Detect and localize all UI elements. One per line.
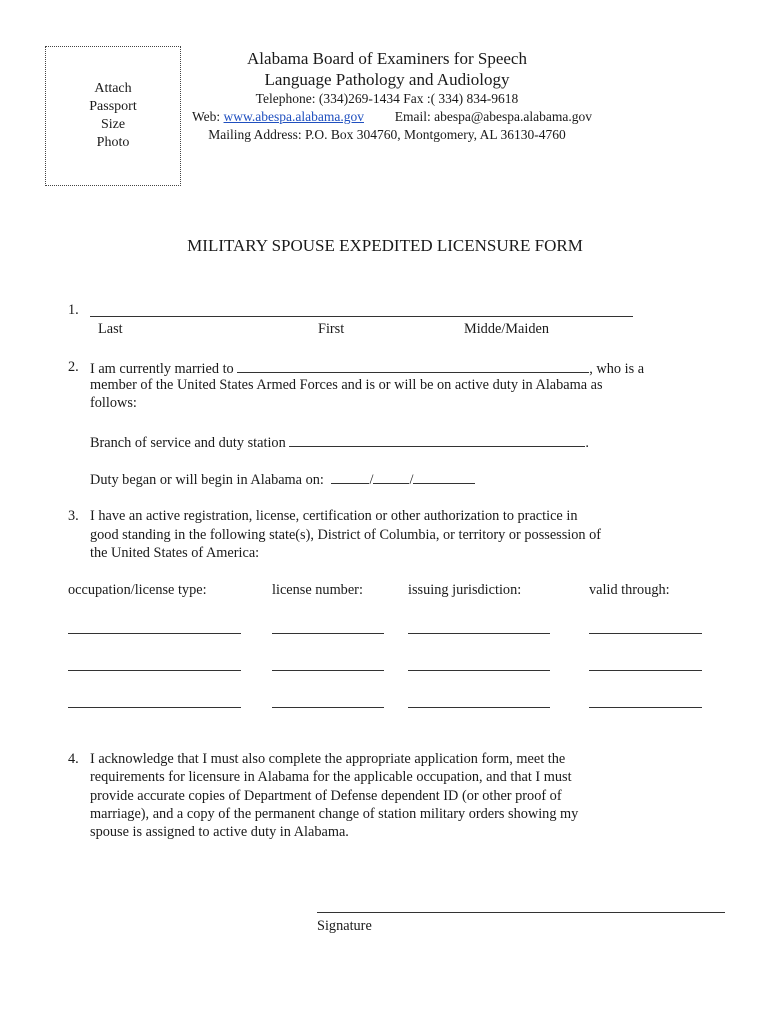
photo-box-line: Attach <box>94 81 132 96</box>
license-number-field[interactable] <box>272 633 384 634</box>
item2-number: 2. <box>68 359 79 375</box>
item4-number: 4. <box>68 751 79 767</box>
signature-field[interactable] <box>317 912 725 913</box>
web-label: Web: <box>192 109 221 124</box>
duty-month-field[interactable] <box>331 469 369 484</box>
photo-box-line: Photo <box>96 135 130 150</box>
name-field[interactable] <box>90 316 633 317</box>
column-header-jurisdiction: issuing jurisdiction: <box>408 582 522 598</box>
date-slash: / <box>369 472 374 488</box>
item3-line2: good standing in the following state(s), District of Columbia, or territory or possession of <box>90 527 602 543</box>
item2-line3: follows: <box>90 395 137 411</box>
header-telephone: Telephone: (334)269-1434 Fax :( 334) 834-9618 <box>255 91 519 106</box>
board-name-line2: Language Pathology and Audiology <box>264 70 510 89</box>
last-name-label: Last <box>98 321 123 337</box>
item3-line1: I have an active registration, license, certification or other authorization to practice in <box>90 508 578 524</box>
board-name-line1: Alabama Board of Examiners for Speech <box>247 49 527 68</box>
branch-duty-station-field[interactable] <box>289 432 585 447</box>
occupation-field[interactable] <box>68 707 241 708</box>
item3-line3: the United States of America: <box>90 545 260 561</box>
branch-label: Branch of service and duty station <box>90 435 286 451</box>
valid-through-field[interactable] <box>589 670 702 671</box>
item4-line: requirements for licensure in Alabama for the applicable occupation, and that I must <box>90 769 572 785</box>
item4-line: I acknowledge that I must also complete the appropriate application form, meet the <box>90 751 566 767</box>
signature-label: Signature <box>317 918 372 934</box>
item4-line: spouse is assigned to active duty in Alabama. <box>90 824 349 840</box>
occupation-field[interactable] <box>68 633 241 634</box>
item4-line: provide accurate copies of Department of Defense dependent ID (or other proof of <box>90 788 562 804</box>
header-email: Email: abespa@abespa.alabama.gov <box>394 109 592 124</box>
spouse-name-field[interactable] <box>237 358 589 373</box>
photo-box-line: Passport <box>89 99 137 114</box>
item1-number: 1. <box>68 302 79 318</box>
branch-end: . <box>585 435 589 451</box>
header-web-row <box>192 108 592 126</box>
item2-line2: member of the United States Armed Forces and is or will be on active duty in Alabama as <box>90 377 603 393</box>
middle-name-label: Midde/Maiden <box>464 321 549 337</box>
valid-through-field[interactable] <box>589 633 702 634</box>
item4-line: marriage), and a copy of the permanent change of station military orders showing my <box>90 806 579 822</box>
column-header-license-number: license number: <box>272 582 363 598</box>
occupation-field[interactable] <box>68 670 241 671</box>
website-link[interactable]: www.abespa.alabama.gov <box>223 109 364 124</box>
married-to-label: I am currently married to <box>90 361 234 377</box>
duty-date-row <box>90 469 475 490</box>
married-to-suffix: , who is a <box>589 361 645 377</box>
duty-day-field[interactable] <box>373 469 409 484</box>
passport-photo-box[interactable] <box>45 46 181 186</box>
photo-box-line: Size <box>100 117 126 132</box>
column-header-occupation: occupation/license type: <box>68 582 207 598</box>
jurisdiction-field[interactable] <box>408 670 550 671</box>
duty-year-field[interactable] <box>413 469 475 484</box>
license-number-field[interactable] <box>272 707 384 708</box>
valid-through-field[interactable] <box>589 707 702 708</box>
jurisdiction-field[interactable] <box>408 633 550 634</box>
form-title: MILITARY SPOUSE EXPEDITED LICENSURE FORM <box>187 236 583 255</box>
header-mailing-address: Mailing Address: P.O. Box 304760, Montgomery, AL 36130-4760 <box>208 127 566 142</box>
branch-row <box>90 432 589 453</box>
first-name-label: First <box>318 321 345 337</box>
license-number-field[interactable] <box>272 670 384 671</box>
duty-date-label: Duty began or will begin in Alabama on: <box>90 472 324 488</box>
item3-number: 3. <box>68 508 79 524</box>
jurisdiction-field[interactable] <box>408 707 550 708</box>
column-header-valid-through: valid through: <box>589 582 670 598</box>
date-slash: / <box>409 472 414 488</box>
